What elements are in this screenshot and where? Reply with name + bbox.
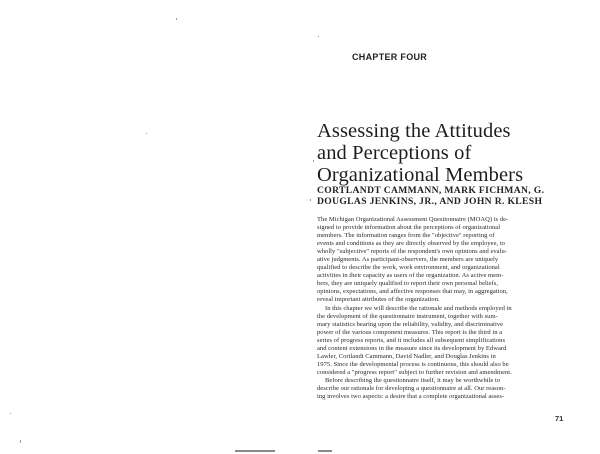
scan-speck <box>10 413 11 414</box>
body-line: bers, they are uniquely qualified to report their own personal beliefs, <box>317 280 499 288</box>
body-line: Lawler, Cortlandt Cammann, David Nadler, and Douglas Jenkins in <box>317 352 496 360</box>
body-line: Before describing the questionnaire itself, it may be worthwhile to <box>325 376 501 384</box>
body-line: signed to provide information about the perceptions of organizational <box>317 224 501 232</box>
body-line: events and conditions as they are directly observed by the employee, to <box>317 240 505 248</box>
body-line: describe our rationale for developing a questionnaire at all. Our reason- <box>317 384 506 392</box>
body-text <box>317 216 585 401</box>
page-number: 71 <box>555 414 564 423</box>
body-line: activities in their capacity as users of the organization. As active mem- <box>317 272 504 280</box>
scan-speck <box>313 160 314 162</box>
body-line: wholly "subjective" reports of the respondent's own opinions and evalu- <box>317 248 507 256</box>
body-line: qualified to describe the work, work environment, and organizational <box>317 264 500 272</box>
body-line: The Michigan Organizational Assessment Questionnaire (MOAQ) is de- <box>317 216 509 223</box>
chapter-label: CHAPTER FOUR <box>352 52 428 62</box>
chapter-title-line: and Perceptions of <box>317 142 472 164</box>
scan-speck <box>310 199 311 201</box>
body-line: and content extensions in the measure since its development by Edward <box>317 344 507 352</box>
scan-speck <box>318 36 319 37</box>
chapter-title-line: Assessing the Attitudes <box>317 120 511 142</box>
body-line: 1975. Since the developmental process is continuous, this should also be <box>317 360 509 368</box>
body-line: reveal important attributes of the organization. <box>317 296 440 304</box>
author-list <box>317 186 587 207</box>
author-line: DOUGLAS JENKINS, JR., AND JOHN R. KLESH <box>317 195 543 207</box>
scan-edge-mark <box>318 450 332 452</box>
body-line: the development of the questionnaire instrument, together with sum- <box>317 312 498 320</box>
body-line: In this chapter we will describe the rationale and methods employed in <box>325 304 512 312</box>
body-line: ative judgments. As participant-observers, the members are uniquely <box>317 256 499 264</box>
body-line: ing involves two aspects: a desire that a complete organizational asses- <box>317 393 505 401</box>
body-line: opinions, expectations, and affective responses that may, in aggregation, <box>317 288 508 296</box>
body-line: members. The information ranges from the "objective" reporting of <box>317 232 495 240</box>
chapter-title <box>317 120 587 186</box>
body-line: considered a "progress report" subject to further revision and amendment. <box>317 368 512 376</box>
author-line: CORTLANDT CAMMANN, MARK FICHMAN, G. <box>317 185 545 196</box>
scan-speck <box>20 440 21 443</box>
body-line: series of progress reports, and it includes all subsequent simplifications <box>317 336 506 344</box>
chapter-title-line: Organizational Members <box>317 164 524 186</box>
scan-speck <box>176 18 177 20</box>
body-line: mary statistics bearing upon the reliability, validity, and discriminative <box>317 320 504 328</box>
scan-speck <box>146 133 147 134</box>
scan-edge-mark <box>235 450 275 452</box>
body-line: power of the various component measures. This report is the third in a <box>317 328 503 336</box>
